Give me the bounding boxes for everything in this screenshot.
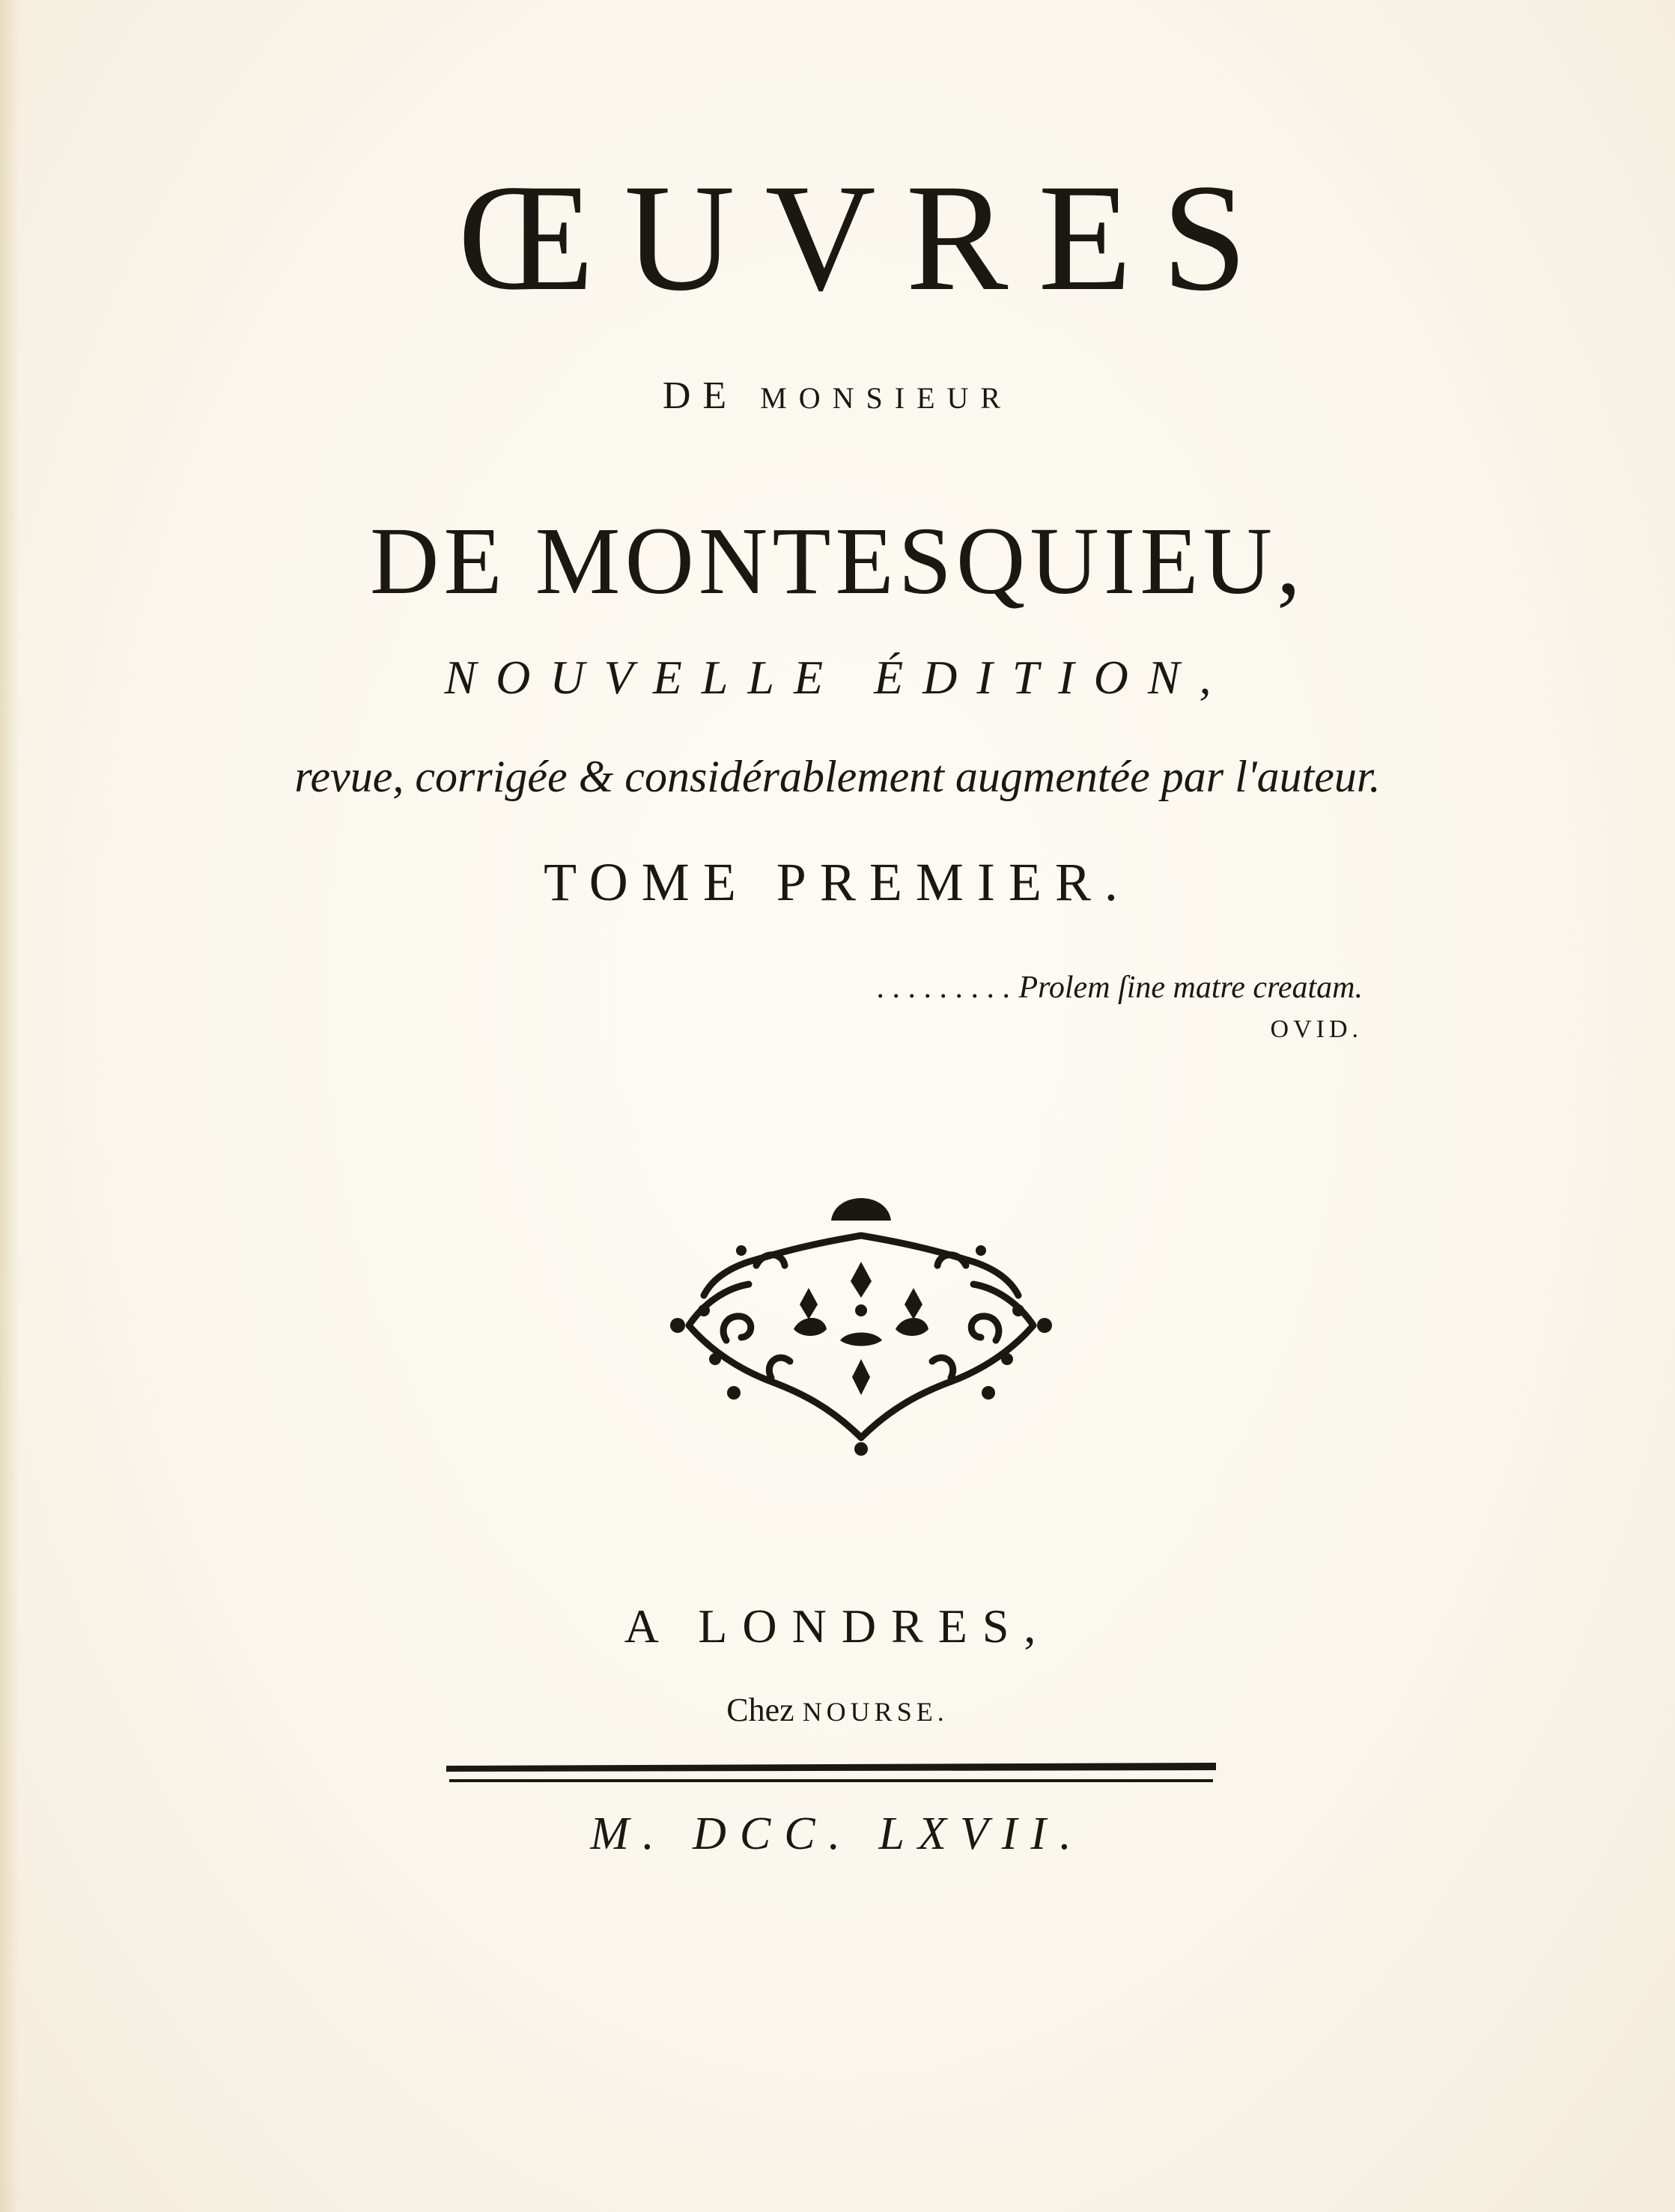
page-edge-shadow [0, 0, 19, 2212]
subtitle-prefix: DE [662, 374, 739, 417]
subtitle-name: MONSIEUR [760, 381, 1013, 415]
double-rule-divider [446, 1761, 1216, 1787]
imprint-printer [0, 1694, 1675, 1727]
printer-name: NOURSE. [802, 1697, 949, 1727]
epigraph-attribution: OVID. [1270, 1015, 1363, 1043]
author-name: DE MONTESQUIEU, [370, 508, 1305, 614]
imprint-place: A LONDRES, [624, 1599, 1051, 1653]
volume-label: TOME PREMIER. [544, 852, 1131, 912]
subtitle-line [0, 374, 1675, 417]
revision-note: revue, corrigée & considérablement augmentée par l'auteur. [294, 752, 1381, 801]
epigraph-text: . . . . . . . . . Prolem ſine matre creatam. [877, 970, 1363, 1005]
publication-year: M. DCC. LXVII. [590, 1808, 1085, 1859]
book-title: ŒUVRES [457, 153, 1277, 323]
printer-prefix: Chez [726, 1692, 794, 1728]
edition-line: NOUVELLE ÉDITION, [444, 651, 1231, 704]
fleuron-ornament-icon [644, 1191, 1078, 1460]
